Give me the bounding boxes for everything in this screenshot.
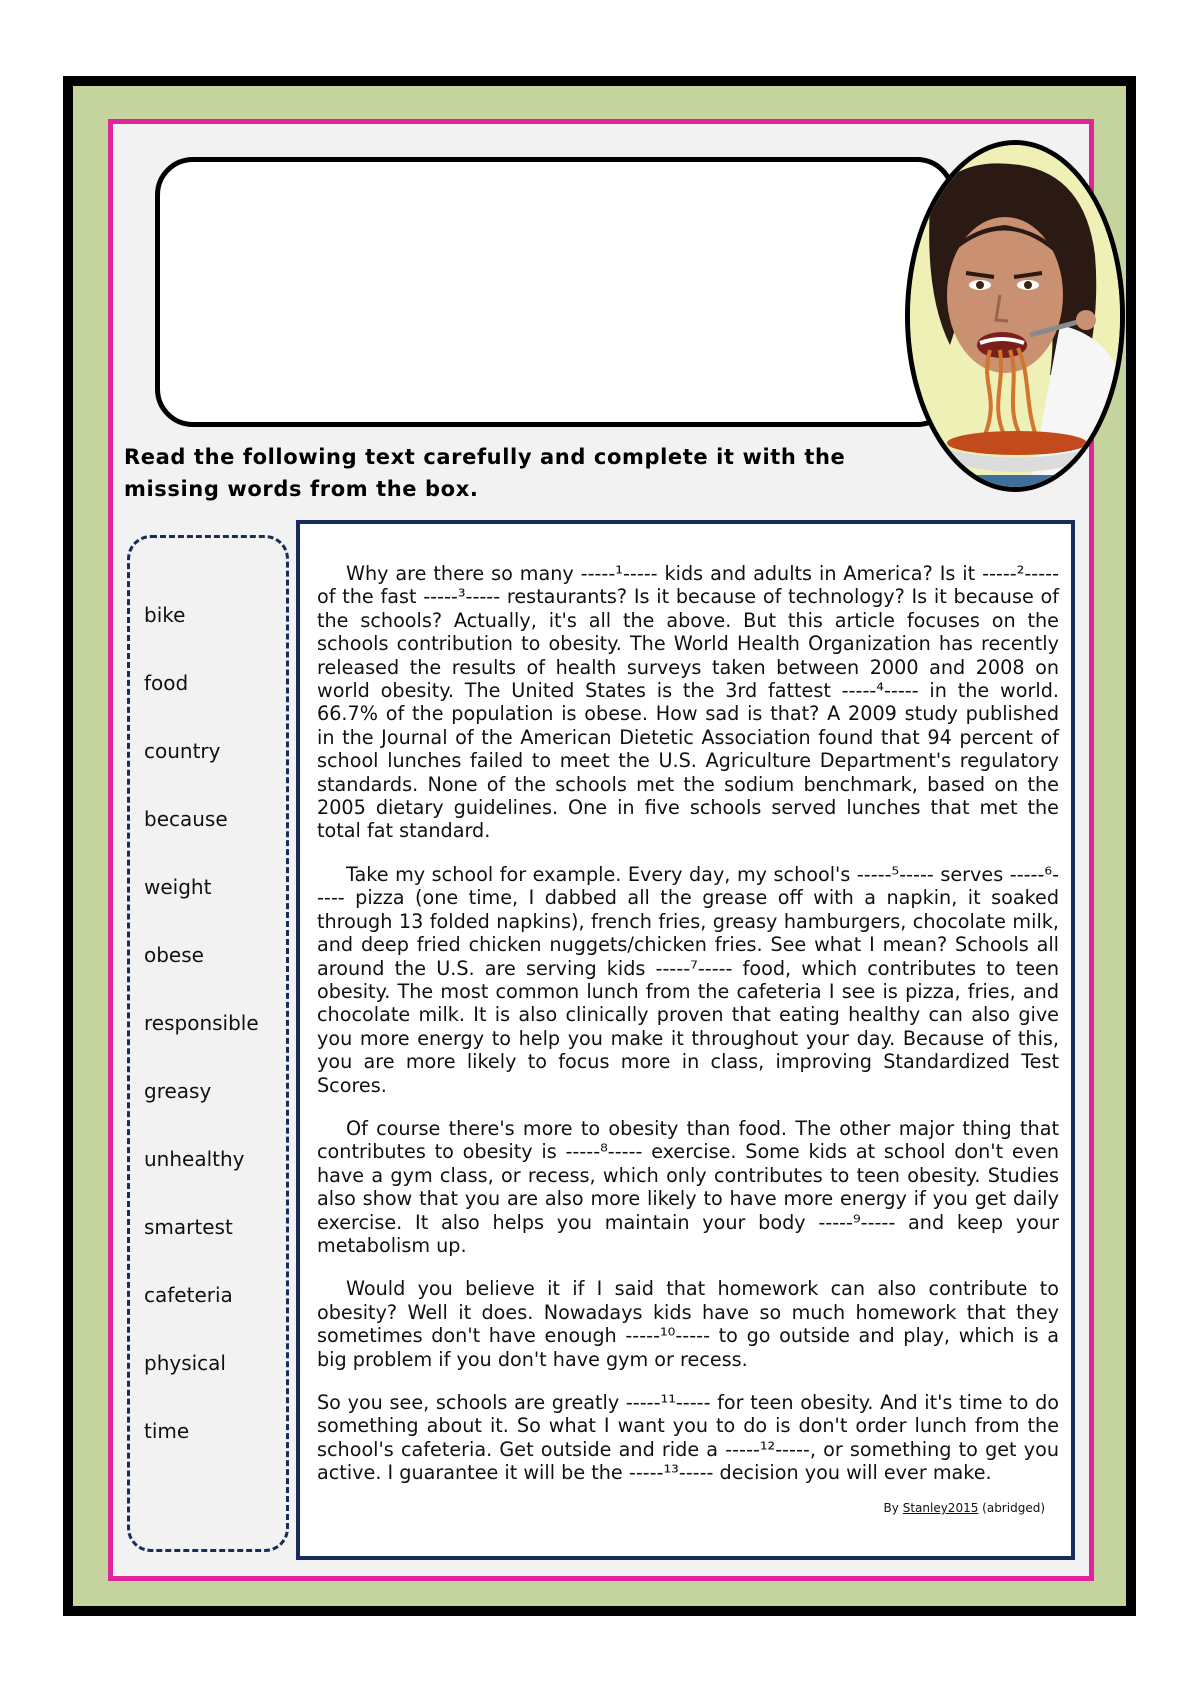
word-item: unhealthy xyxy=(144,1147,245,1171)
paragraph: Take my school for example. Every day, my school's -----⁵----- serves -----⁶----- pizza (one time, I dabbed all the grease off with a napkin, it soaked through 13 folded napkins), french fries, greasy hamburgers, chocolate milk, and deep fried chicken nuggets/chicken fries. See what I mean? Schools all around the U.S. are serving kids -----⁷----- food, which contributes to teen obesity. The most common lunch from the cafeteria I see is pizza, fries, and chocolate milk. It is also clinically proven that eating healthy can also give you more energy to help you make it throughout your day. Because of this, you are more likely to focus more in class, improving Standardized Test Scores. xyxy=(317,862,1059,1097)
byline xyxy=(884,1501,1045,1515)
byline-suffix: (abridged) xyxy=(978,1501,1045,1515)
word-item: weight xyxy=(144,875,212,899)
word-item: food xyxy=(144,671,189,695)
word-list xyxy=(144,603,259,1487)
word-item: responsible xyxy=(144,1011,259,1035)
woman-eating-spaghetti-illustration xyxy=(910,145,1120,487)
paragraph: So you see, schools are greatly -----¹¹----- for teen obesity. And it's time to do something about it. So what I want you to do is don't order lunch from the school's cafeteria. Get outside and ride a -----¹²-----, or something to get you active. I guarantee it will be the -----¹³----- decision you will ever make. xyxy=(317,1391,1059,1485)
word-item: time xyxy=(144,1419,190,1443)
paragraph: Of course there's more to obesity than food. The other major thing that contributes to obesity is -----⁸----- exercise. Some kids at school don't even have a gym class, or recess, which only contributes to teen obesity. Studies also show that you are also more likely to have more energy if you get daily exercise. It also helps you maintain your body -----⁹----- and keep your metabolism up. xyxy=(317,1116,1059,1257)
word-item: greasy xyxy=(144,1079,212,1103)
word-item: physical xyxy=(144,1351,226,1375)
word-box xyxy=(127,535,289,1552)
word-item: obese xyxy=(144,943,204,967)
word-item: because xyxy=(144,807,228,831)
word-item: country xyxy=(144,739,221,763)
word-item: smartest xyxy=(144,1215,233,1239)
byline-prefix: By xyxy=(883,1501,903,1515)
word-item: bike xyxy=(144,603,186,627)
reading-text-box xyxy=(296,520,1075,1560)
byline-author: Stanley2015 xyxy=(902,1501,979,1515)
title-box xyxy=(155,157,955,427)
word-item: cafeteria xyxy=(144,1283,233,1307)
reading-text xyxy=(317,562,1059,1505)
portrait-photo xyxy=(905,140,1125,492)
paragraph: Would you believe it if I said that homework can also contribute to obesity? Well it does. Nowadays kids have so much homework that they sometimes don't have enough -----¹⁰----- to go outside and play, which is a big problem if you don't have gym or recess. xyxy=(317,1277,1059,1371)
instruction-text: Read the following text carefully and complete it with the missing words from the box. xyxy=(124,445,846,501)
paragraph: Why are there so many -----¹----- kids and adults in America? Is it -----²----- of the fast -----³----- restaurants? Is it because of technology? Is it because of the schools? Actually, it's all the above. But this article focuses on the schools contribution to obesity. The World Health Organization has recently released the results of health surveys taken between 2000 and 2008 on world obesity. The United States is the 3rd fattest -----⁴----- in the world. 66.7% of the population is obese. How sad is that? A 2009 study published in the Journal of the American Dietetic Association found that 94 percent of school lunches failed to meet the U.S. Agriculture Department's regulatory standards. None of the schools met the sodium benchmark, based on the 2005 dietary guidelines. One in five schools served lunches that met the total fat standard. xyxy=(317,562,1059,843)
